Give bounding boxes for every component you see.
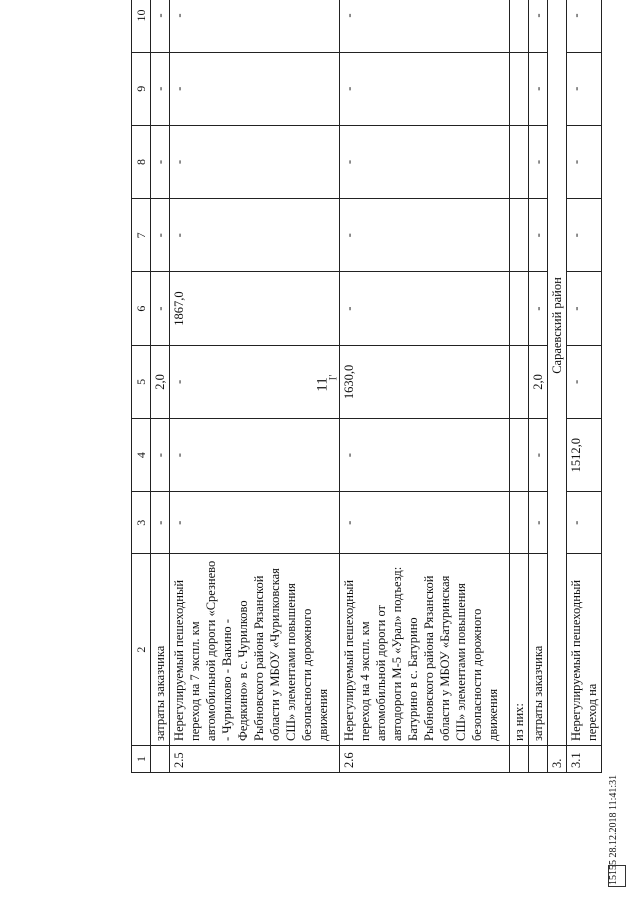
cell	[510, 492, 529, 554]
cell: -	[340, 492, 510, 554]
cell: -	[340, 0, 510, 52]
row-description: Нерегулируемый пешеходный переход на 4 экспл. км автомобильной дороги от автодороги М-5 «Урал» подъезд: Батурино в с. Батурино Рыбновского района Рязанской области у МБОУ «Батуринская СШ» элементами повышения безопасности дорожного движения	[340, 554, 510, 746]
row-number: 3.	[548, 745, 567, 772]
row-number	[510, 745, 529, 772]
col-header: 9	[132, 52, 151, 125]
cell: -	[170, 492, 340, 554]
cell: -	[340, 272, 510, 345]
cell: -	[151, 272, 170, 345]
cell: -	[170, 0, 340, 52]
cell: -	[567, 345, 602, 418]
table-row	[170, 0, 340, 773]
page-mark: I'	[325, 374, 340, 381]
cell: -	[567, 272, 602, 345]
cell: -	[151, 199, 170, 272]
cell: 2,0	[151, 345, 170, 418]
row-description: из них:	[510, 554, 529, 746]
cell	[510, 272, 529, 345]
row-number	[529, 745, 548, 772]
cell	[510, 199, 529, 272]
cell	[510, 125, 529, 198]
page-number: 11	[314, 377, 331, 392]
registration-stamp	[606, 585, 626, 885]
cell: -	[529, 272, 548, 345]
region-name: Сараевский район	[548, 0, 567, 745]
col-header: 6	[132, 272, 151, 345]
col-header: 1	[132, 745, 151, 772]
stamp-text: 15155 28.12.2018 11:41:31	[608, 774, 619, 885]
cell: -	[567, 52, 602, 125]
row-description: Нерегулируемый пешеходный переход на	[567, 554, 602, 746]
region-row	[548, 0, 567, 773]
col-header: 7	[132, 199, 151, 272]
row-number: 2.5	[170, 745, 340, 772]
row-number: 2.6	[340, 745, 510, 772]
table-row	[567, 0, 602, 773]
cell	[510, 419, 529, 492]
cell: -	[170, 125, 340, 198]
cell: -	[151, 52, 170, 125]
barcode-icon	[608, 865, 626, 887]
cell: -	[340, 125, 510, 198]
cell: -	[567, 125, 602, 198]
row-description: затраты заказчика	[529, 554, 548, 746]
cell: -	[170, 345, 340, 418]
cell: -	[529, 125, 548, 198]
header-row	[132, 0, 151, 773]
table-row	[151, 0, 170, 773]
cell: 2,0	[529, 345, 548, 418]
cell: -	[340, 199, 510, 272]
table-row	[510, 0, 529, 773]
col-header: 4	[132, 419, 151, 492]
cell: -	[151, 125, 170, 198]
cell: -	[170, 199, 340, 272]
cell: -	[151, 492, 170, 554]
cell: 1630,0	[340, 345, 510, 418]
cell: -	[529, 419, 548, 492]
cell	[510, 0, 529, 52]
row-description: затраты заказчика	[151, 554, 170, 746]
cell: -	[170, 419, 340, 492]
cell: -	[567, 199, 602, 272]
cell: -	[151, 419, 170, 492]
cell: -	[170, 52, 340, 125]
cell: 1512,0	[567, 419, 602, 492]
cell: -	[529, 492, 548, 554]
cell: -	[151, 0, 170, 52]
table-row	[529, 0, 548, 773]
cell: -	[340, 52, 510, 125]
cell: -	[529, 52, 548, 125]
cell	[510, 345, 529, 418]
row-number: 3.1	[567, 745, 602, 772]
table-row	[340, 0, 510, 773]
col-header: 3	[132, 492, 151, 554]
cell: -	[340, 419, 510, 492]
row-number	[151, 745, 170, 772]
cell	[510, 52, 529, 125]
cell: -	[567, 0, 602, 52]
col-header: 2	[132, 554, 151, 746]
budget-table-rotated	[131, 0, 599, 773]
cell: -	[529, 0, 548, 52]
col-header: 5	[132, 345, 151, 418]
col-header: 8	[132, 125, 151, 198]
cell: -	[529, 199, 548, 272]
cell: 1867,0	[170, 272, 340, 345]
row-description: Нерегулируемый пешеходный переход на 7 экспл. км автомобильной дороги «Срезнево - Чурилково - Вакино - Федякино» в с. Чурилково Рыбновского района Рязанской области у МБОУ «Чурилковская СШ» элементами повышения безопасности дорожного движения	[170, 554, 340, 746]
cell: -	[567, 492, 602, 554]
col-header: 10	[132, 0, 151, 52]
budget-table	[131, 0, 602, 773]
